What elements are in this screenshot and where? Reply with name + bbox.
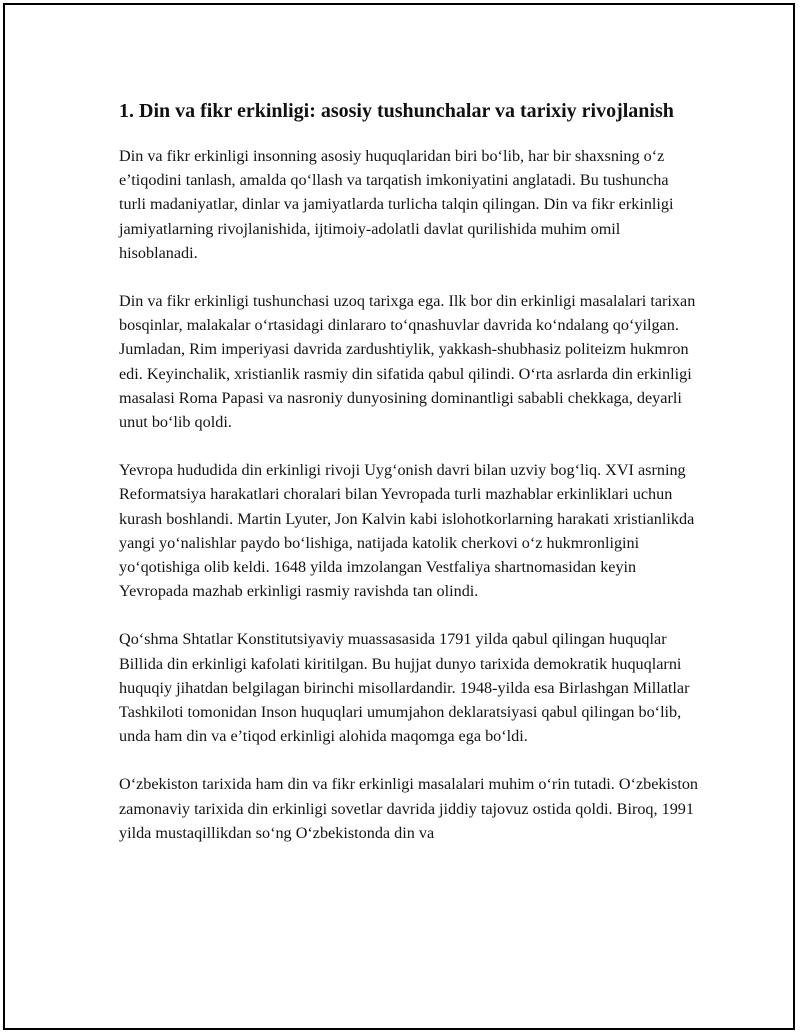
paragraph-5: O‘zbekiston tarixida ham din va fikr erkinligi masalalari muhim o‘rin tutadi. O‘zbekiston zamonaviy tarixida din erkinligi sovetlar davrida jiddiy tajovuz ostida qoldi. Biroq, 1991 yilda mustaqillikdan so‘ng O‘zbekistonda din va [119,775,699,842]
paragraph-3: Yevropa hududida din erkinligi rivoji Uyg‘onish davri bilan uzviy bog‘liq. XVI asrning Reformatsiya harakatlari choralari bilan Yevropada turli mazhablar erkinliklari uchun kurash boshlandi. Martin Lyuter, Jon Kalvin kabi islohotkorlarning harakati xristianlikda yangi yo‘nalishlar paydo bo‘lishiga, natijada katolik cherkovi o‘z hukmronligini yo‘qotishiga olib keldi. 1648 yilda imzolangan Vestfaliya shartnomasidan keyin Yevropada mazhab erkinligi rasmiy ravishda tan olindi. [119,461,695,601]
document-page [3,3,795,1030]
document-body [119,97,699,869]
paragraph-1: Din va fikr erkinligi insonning asosiy huquqlaridan biri bo‘lib, har bir shaxsning o‘z e’tiqodini tanlash, amalda qo‘llash va tarqatish imkoniyatini anglatadi. Bu tushuncha turli madaniyatlar, dinlar va jamiyatlarda turlicha talqin qilingan. Din va fikr erkinligi jamiyatlarning rivojlanishida, ijtimoiy-adolatli davlat qurilishida muhim omil hisoblanadi. [119,147,674,262]
paragraph-2: Din va fikr erkinligi tushunchasi uzoq tarixga ega. Ilk bor din erkinligi masalalari tarixan bosqinlar, malakalar o‘rtasidagi dinlararo to‘qnashuvlar davrida ko‘ndalang qo‘yilgan. Jumladan, Rim imperiyasi davrida zardushtiylik, yakkash-shubhasiz politeizm hukmron edi. Keyinchalik, xristianlik rasmiy din sifatida qabul qilindi. O‘rta asrlarda din erkinligi masalasi Roma Papasi va nasroniy dunyosining dominantligi sababli chekkaga, deyarli unut bo‘lib qoldi. [119,292,696,432]
section-heading: 1. Din va fikr erkinligi: asosiy tushunchalar va tarixiy rivojlanish [119,100,674,122]
paragraph-4: Qo‘shma Shtatlar Konstitutsiyaviy muassasasida 1791 yilda qabul qilingan huquqlar Billida din erkinligi kafolati kiritilgan. Bu hujjat dunyo tarixida demokratik huquqlarni huquqiy jihatdan belgilagan birinchi misollardandir. 1948-yilda esa Birlashgan Millatlar Tashkiloti tomonidan Inson huquqlari umumjahon deklaratsiyasi qabul qilingan bo‘lib, unda ham din va e’tiqod erkinligi alohida maqomga ega bo‘ldi. [119,630,690,746]
